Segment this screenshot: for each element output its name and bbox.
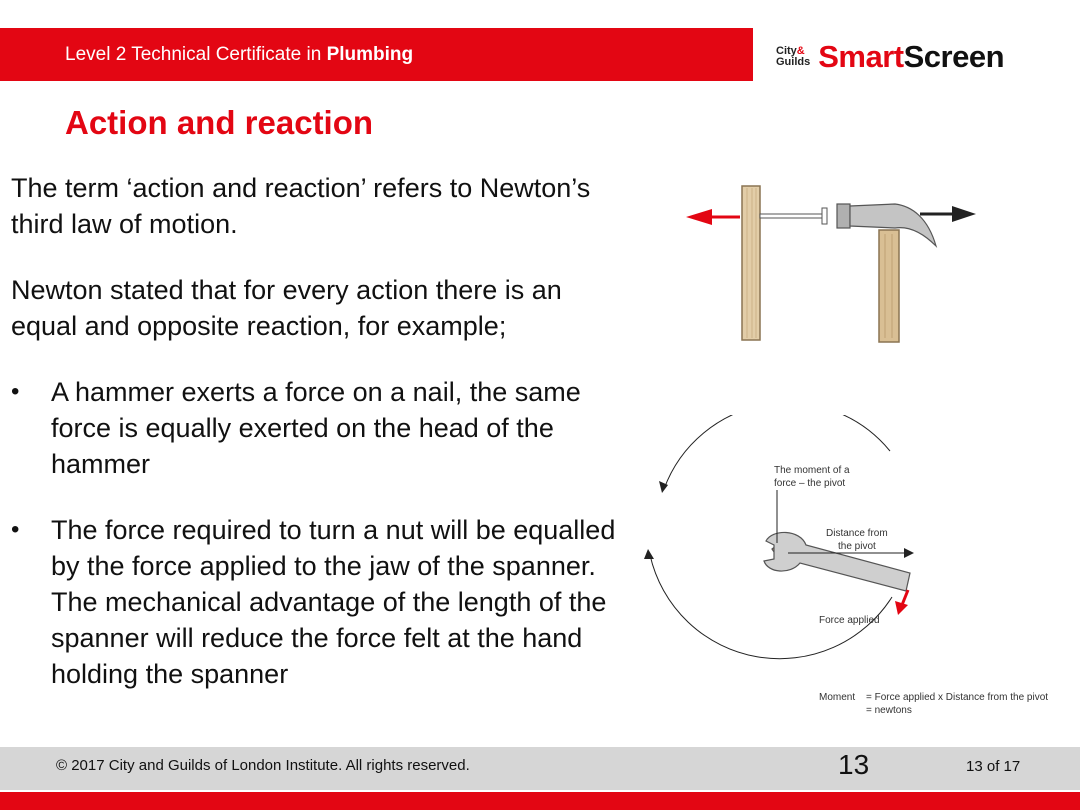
hammer-icon — [837, 204, 936, 342]
formula-label: Moment — [819, 692, 856, 703]
nail-icon — [760, 208, 827, 224]
force-arrow-icon — [895, 590, 908, 615]
reaction-arrow-icon — [920, 206, 976, 222]
distance-label: the pivot — [838, 541, 876, 552]
slide-body — [11, 170, 621, 722]
formula-line: = newtons — [866, 705, 912, 716]
slide-title: Action and reaction — [65, 104, 374, 141]
distance-label: Distance from — [826, 528, 888, 539]
bullet-item: • A hammer exerts a force on a nail, the same force is equally exerted on the head of the hammer — [11, 374, 621, 482]
slide-number: 13 — [838, 749, 870, 780]
pivot-label: The moment of a — [774, 465, 850, 476]
course-subject: Plumbing — [326, 44, 414, 65]
course-title — [65, 44, 413, 66]
wood-plank-icon — [742, 186, 760, 340]
action-arrow-icon — [686, 209, 740, 225]
pivot-label: force – the pivot — [774, 478, 846, 489]
bottom-bar — [0, 792, 1080, 810]
smartscreen-logo — [776, 40, 1004, 74]
city-guilds-logo: City& Guilds — [776, 45, 811, 68]
page-indicator: 13 of 17 — [966, 758, 1021, 775]
moment-diagram — [640, 415, 1080, 725]
paragraph: Newton stated that for every action there is an equal and opposite reaction, for example; — [11, 275, 562, 341]
formula-line: = Force applied x Distance from the pivot — [866, 692, 1049, 703]
bullet-item: • The force required to turn a nut will be equalled by the force applied to the jaw of the spanner. The mechanical advantage of the length of the spanner will reduce the force felt at the hand holding the spanner — [11, 512, 621, 692]
hammer-nail-illustration — [680, 180, 980, 345]
paragraph: The term ‘action and reaction’ refers to Newton’s third law of motion. — [11, 173, 591, 239]
course-prefix: Level 2 Technical Certificate in — [65, 44, 327, 65]
force-label: Force applied — [819, 615, 880, 626]
bullet-list — [11, 374, 621, 692]
copyright: © 2017 City and Guilds of London Institute. All rights reserved. — [56, 757, 470, 774]
brand-smart: Smart — [818, 39, 904, 74]
spanner-icon — [764, 532, 910, 591]
brand-screen: Screen — [903, 39, 1005, 74]
